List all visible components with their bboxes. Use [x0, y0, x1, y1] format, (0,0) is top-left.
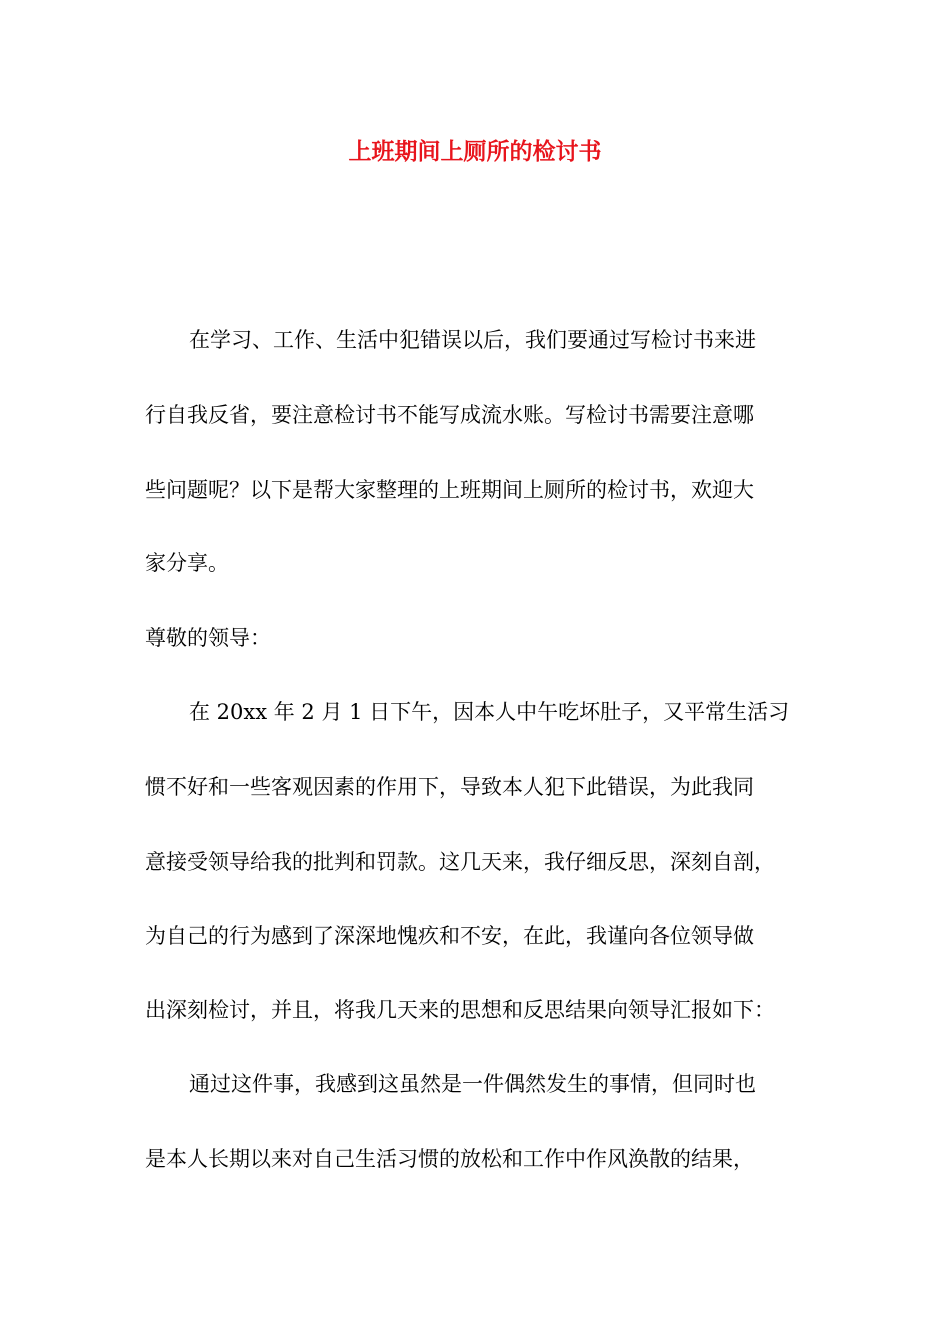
intro-line-1: 在学习、工作、生活中犯错误以后，我们要通过写检讨书来进	[189, 328, 756, 352]
body-paragraph-1-line-2: 惯不好和一些客观因素的作用下，导致本人犯下此错误，为此我同	[145, 775, 754, 799]
body-paragraph-1-line-3: 意接受领导给我的批判和罚款。这几天来，我仔细反思，深刻自剖，	[145, 850, 775, 874]
document-title: 上班期间上厕所的检讨书	[348, 138, 602, 165]
body-paragraph-1-line-5: 出深刻检讨，并且，将我几天来的思想和反思结果向领导汇报如下：	[145, 998, 775, 1022]
body-paragraph-2-line-2: 是本人长期以来对自己生活习惯的放松和工作中作风涣散的结果，	[145, 1147, 754, 1171]
body-paragraph-1-line-1: 在 20xx 年 2 月 1 日下午，因本人中午吃坏肚子，又平常生活习	[189, 700, 790, 724]
intro-line-3: 些问题呢？以下是帮大家整理的上班期间上厕所的检讨书，欢迎大	[145, 478, 754, 502]
salutation: 尊敬的领导：	[145, 626, 271, 650]
body-paragraph-2-line-1: 通过这件事，我感到这虽然是一件偶然发生的事情，但同时也	[189, 1072, 756, 1096]
intro-line-2: 行自我反省，要注意检讨书不能写成流水账。写检讨书需要注意哪	[145, 403, 754, 427]
intro-line-4: 家分享。	[145, 551, 229, 575]
body-paragraph-1-line-4: 为自己的行为感到了深深地愧疚和不安，在此，我谨向各位领导做	[145, 924, 754, 948]
